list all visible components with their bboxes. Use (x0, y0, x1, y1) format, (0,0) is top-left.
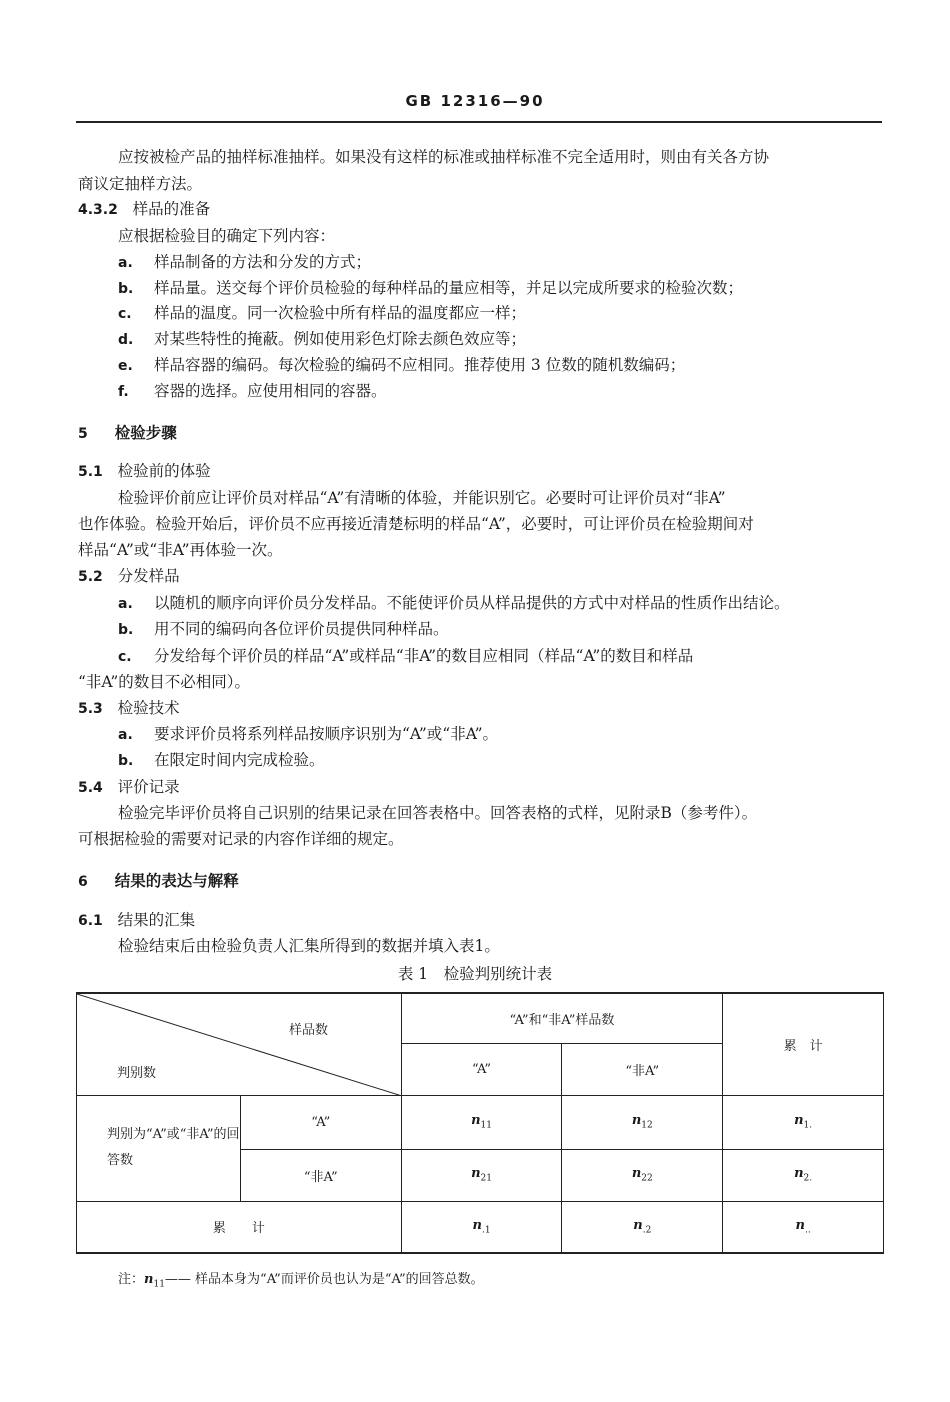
paragraph-line: 应按被检产品的抽样标准抽样。如果没有这样的标准或抽样标准不完全适用时，则由有关各方协 (118, 148, 770, 166)
corner-top-label: 样品数 (289, 1023, 329, 1038)
cell-n22 (562, 1149, 723, 1201)
list-text: 样品的温度。同一次检验中所有样品的温度都应一样； (154, 304, 527, 322)
list-label: f. (118, 384, 129, 400)
list-text: 要求评价员将系列样品按顺序识别为“A”或“非A”。 (154, 725, 499, 743)
paragraph-line: 可根据检验的需要对记录的内容作详细的规定。 (78, 830, 404, 848)
list-item (118, 277, 743, 300)
cell-sub: 21 (480, 1173, 492, 1184)
cell-var: n (794, 1166, 804, 1182)
cell-n2dot (723, 1149, 884, 1201)
chapter-title: 结果的表达与解释 (114, 871, 239, 890)
cell-n11 (401, 1095, 562, 1149)
list-label: a. (118, 727, 133, 743)
cell-var: n (472, 1217, 482, 1233)
section-number: 5.1 (78, 464, 103, 480)
paragraph-line: 应根据检验目的确定下列内容： (118, 227, 336, 245)
section-title: 检验前的体验 (117, 462, 211, 480)
list-item (118, 251, 371, 274)
section-heading (78, 776, 180, 799)
cell-var: n (631, 1166, 642, 1182)
cell-sub: 1. (803, 1120, 813, 1131)
list-label: a. (118, 255, 133, 271)
cell-n1dot (723, 1095, 884, 1149)
section-number: 4.3.2 (78, 202, 118, 218)
total-header-cell: 累 计 (723, 993, 884, 1095)
cell-var: n (794, 1113, 804, 1129)
list-text: 对某些特性的掩蔽。例如使用彩色灯除去颜色效应等； (154, 330, 527, 348)
list-text: 容器的选择。应使用相同的容器。 (154, 382, 387, 400)
cell-sub: 11 (480, 1120, 492, 1131)
list-label: b. (118, 281, 134, 297)
paragraph-line: 也作体验。检验开始后，评价员不应再接近清楚标明的样品“A”，必要时，可让评价员在检验期间对 (78, 515, 754, 533)
paragraph-line: 检验完毕评价员将自己识别的结果记录在回答表格中。回答表格的式样，见附录B（参考件）。 (118, 804, 758, 822)
cell-sub: 22 (641, 1173, 653, 1184)
corner-bottom-label: 判别数 (117, 1066, 157, 1081)
chapter-heading (78, 422, 177, 445)
section-title: 评价记录 (117, 778, 180, 796)
col-header-a: “A” (401, 1043, 562, 1095)
cell-ndotdot (723, 1201, 884, 1253)
list-item (118, 328, 526, 351)
cell-n12 (562, 1095, 723, 1149)
list-item (118, 723, 498, 746)
section-heading (78, 460, 211, 483)
cell-ndot1 (401, 1201, 562, 1253)
list-label: d. (118, 332, 134, 348)
standard-code-header: GB 12316—90 (405, 92, 545, 110)
section-heading (78, 565, 180, 588)
list-text: 用不同的编码向各位评价员提供同种样品。 (154, 620, 449, 638)
table-note (118, 1268, 484, 1290)
col-header-non-a: “非A” (562, 1043, 723, 1095)
group-header-cell: “A”和“非A”样品数 (401, 993, 723, 1043)
list-text: 以随机的顺序向评价员分发样品。不能使评价员从样品提供的方式中对样品的性质作出结论。 (154, 594, 790, 612)
cell-var: n (795, 1217, 805, 1233)
cell-var: n (631, 1113, 642, 1129)
section-title: 样品的准备 (132, 200, 211, 218)
section-heading (78, 198, 210, 221)
section-heading (78, 697, 180, 720)
note-text: —— 样品本身为“A”而评价员也认为是“A”的回答总数。 (164, 1272, 484, 1287)
list-label: c. (118, 306, 132, 322)
cell-sub: 12 (641, 1120, 653, 1131)
cell-var: n (471, 1113, 481, 1129)
list-label: c. (118, 649, 132, 665)
section-number: 5.4 (78, 780, 103, 796)
table-corner-cell (77, 993, 402, 1095)
note-sub: 11 (153, 1279, 165, 1290)
section-number: 5.3 (78, 701, 103, 717)
section-title: 分发样品 (117, 567, 180, 585)
statistics-table (76, 992, 884, 1254)
row-header-total: 累 计 (77, 1201, 402, 1253)
paragraph-line: 检验结束后由检验负责人汇集所得到的数据并填入表1。 (118, 937, 500, 955)
paragraph-line: 商议定抽样方法。 (78, 175, 203, 193)
list-item (118, 618, 449, 641)
header-rule (76, 121, 882, 123)
table-caption: 表 1 检验判别统计表 (397, 965, 553, 983)
section-heading (78, 909, 195, 932)
note-var: n (144, 1272, 154, 1287)
chapter-number: 5 (78, 426, 88, 442)
list-text: 样品量。送交每个评价员检验的每种样品的量应相等，并足以完成所要求的检验次数； (154, 279, 744, 297)
cell-sub: .2 (642, 1225, 652, 1236)
list-item (118, 380, 387, 403)
cell-sub: .1 (481, 1225, 491, 1236)
list-label: b. (118, 622, 134, 638)
row-header-a: “A” (240, 1095, 401, 1149)
list-text: 样品制备的方法和分发的方式； (154, 253, 372, 271)
cell-ndot2 (562, 1201, 723, 1253)
list-item (118, 645, 693, 668)
cell-sub: .. (804, 1225, 811, 1236)
paragraph-line: “非A”的数目不必相同）。 (78, 673, 251, 691)
list-text: 在限定时间内完成检验。 (154, 751, 325, 769)
cell-var: n (633, 1217, 643, 1233)
section-number: 5.2 (78, 569, 103, 585)
list-text: 样品容器的编码。每次检验的编码不应相同。推荐使用 3 位数的随机数编码； (154, 356, 686, 374)
section-number: 6.1 (78, 913, 103, 929)
chapter-number: 6 (78, 874, 88, 890)
chapter-heading (78, 870, 239, 893)
cell-var: n (471, 1166, 481, 1182)
section-title: 结果的汇集 (117, 911, 196, 929)
list-label: e. (118, 358, 133, 374)
cell-sub: 2. (803, 1173, 813, 1184)
list-text: 分发给每个评价员的样品“A”或样品“非A”的数目应相同（样品“A”的数目和样品 (154, 647, 694, 665)
chapter-title: 检验步骤 (114, 423, 177, 442)
note-prefix: 注： (118, 1272, 145, 1287)
section-title: 检验技术 (117, 699, 180, 717)
list-item (118, 354, 685, 377)
cell-n21 (401, 1149, 562, 1201)
list-item (118, 749, 325, 772)
paragraph-line: 检验评价前应让评价员对样品“A”有清晰的体验，并能识别它。必要时可让评价员对“非A” (118, 489, 726, 507)
row-header-non-a: “非A” (240, 1149, 401, 1201)
paragraph-line: 样品“A”或“非A”再体验一次。 (78, 541, 283, 559)
list-label: a. (118, 596, 133, 612)
list-label: b. (118, 753, 134, 769)
list-item (118, 302, 526, 325)
row-group-label: 判别为“A”或“非A”的回答数 (77, 1095, 241, 1201)
list-item (118, 592, 790, 615)
